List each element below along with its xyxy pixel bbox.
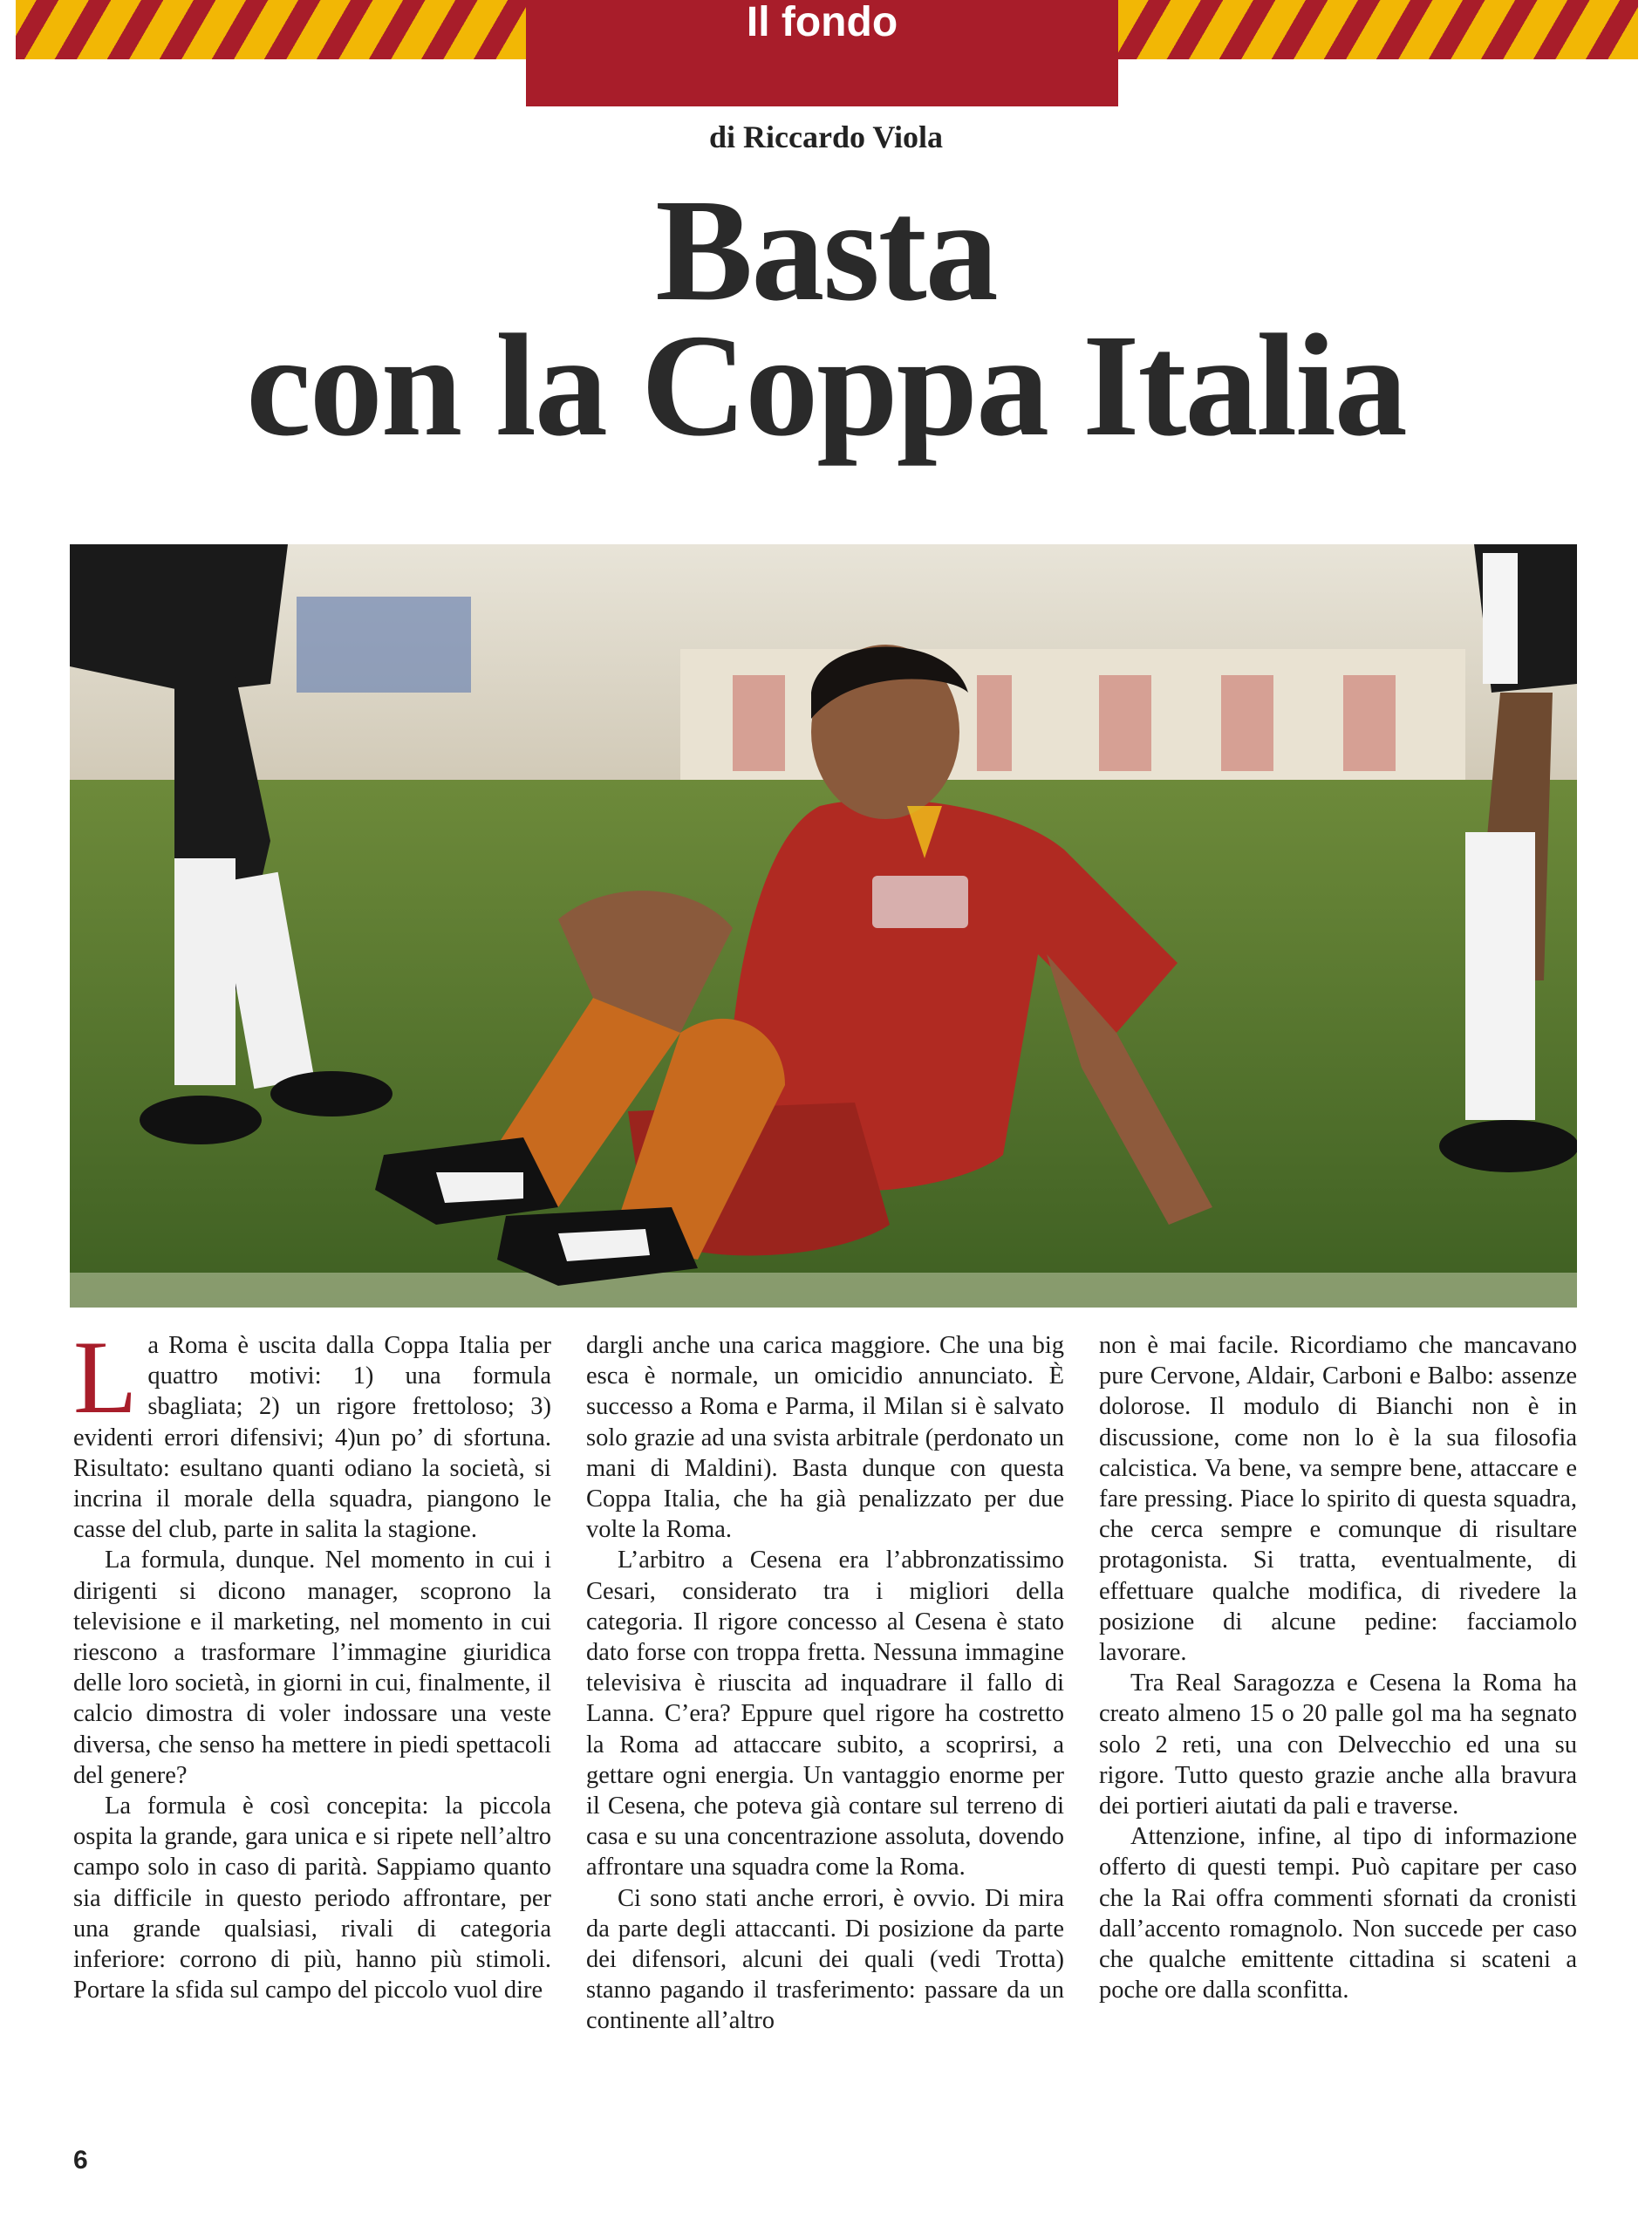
section-label: Il fondo [526, 0, 1118, 106]
article-paragraph: Attenzione, infine, al tipo di informazione offerto di questi tempi. Può capitare per caso che la Rai offra commenti sfornati da cronisti dall’accento romagnolo. Non succede per caso che qualche emittente cittadina si scateni a poche ore dalla sconfitta. [1099, 1823, 1577, 2004]
article-paragraph: Tra Real Saragozza e Cesena la Roma ha creato almeno 15 o 20 palle gol ma ha segnato solo 2 reti, una con Delvecchio ed una su rigore. Tutto questo grazie anche alla bravura dei portieri aiutati da pali e traverse. [1099, 1670, 1577, 1820]
headline [0, 169, 1652, 467]
headline-line-2: con la Coppa Italia [246, 304, 1406, 467]
headline-line-1: Basta [655, 169, 997, 331]
header-stripe-left [16, 0, 526, 59]
article-paragraph: La formula è così concepita: la piccola ospita la grande, gara unica e si ripete nell’altro campo solo in caso di parità. Sappiamo quanto sia difficile in questo periodo affrontare, per una grande qualsiasi, rivali di categoria inferiore: corrono di più, hanno più stimoli. Portare la sfida sul campo del piccolo vuol dire [73, 1793, 551, 2004]
article-column-1 [73, 1319, 551, 2037]
article-paragraph: Ci sono stati anche errori, è ovvio. Di mira da parte degli attaccanti. Di posizione da parte dei difensori, alcuni dei quali (vedi Trotta) stanno pagando il trasferimento: passare da un continente all’altro [586, 1884, 1064, 2035]
dropcap: L [73, 1319, 138, 1435]
byline: di Riccardo Viola [709, 120, 943, 154]
article-column-3 [1099, 1330, 1577, 2037]
header-stripe-right [1118, 0, 1638, 59]
article-paragraph [73, 1319, 551, 1545]
article-paragraph: dargli anche una carica maggiore. Che una big esca è normale, un omicidio annunciato. È successo a Roma e Parma, il Milan si è salvato solo grazie ad una svista arbitrale (perdonato un mani di Maldini). Basta dunque con questa Coppa Italia, che ha già penalizzato per due volte la Roma. [586, 1332, 1064, 1544]
article-paragraph: L’arbitro a Cesena era l’abbronzatissimo Cesari, considerato tra i migliori della categoria. Il rigore concesso al Cesena è stato dato forse con troppa fretta. Nessuna immagine televisiva è riuscita ad inquadrare il fallo di Lanna. C’era? Eppure quel rigore ha costretto la Roma ad attaccare subito, a scoprirsi, a gettare ogni energia. Un vantaggio enorme per il Cesena, che poteva già contare sul terreno di casa e su una concentrazione assoluta, dovendo affrontare una squadra come la Roma. [586, 1547, 1064, 1881]
article-column-2 [586, 1330, 1064, 2037]
football-player-photo-icon [70, 544, 1577, 1308]
page-number: 6 [73, 2146, 88, 2175]
article-body [73, 1319, 1577, 2037]
article-photo [70, 544, 1577, 1308]
article-paragraph-text: a Roma è uscita dalla Coppa Italia per quattro motivi: 1) una formula sbagliata; 2) un rigore frettoloso; 3) evidenti errori difensivi; 4)un po’ di sfortuna. Risultato: esultano quanti odiano la società, si incrina il morale della squadra, piangono le casse del club, parte in salita la stagione. [73, 1332, 551, 1544]
article-paragraph: non è mai facile. Ricordiamo che mancavano pure Cervone, Aldair, Carboni e Balbo: assenze dolorose. Il modulo di Bianchi non è in discussione, come non lo è la sua filosofia calcistica. Va bene, va sempre bene, attaccare e fare pressing. Piace lo spirito di questa squadra, che cerca sempre e comunque di risultare protagonista. Si tratta, eventualmente, di effettuare qualche modifica, di rivedere la posizione di alcune pedine: facciamolo lavorare. [1099, 1332, 1577, 1667]
article-paragraph: La formula, dunque. Nel momento in cui i dirigenti si dicono manager, scoprono la televisione e il marketing, nel momento in cui riescono a trasformare l’immagine giuridica delle loro società, in giorni in cui, finalmente, il calcio dimostra di voler indossare una veste diversa, che senso ha mettere in piedi spettacoli del genere? [73, 1547, 551, 1789]
